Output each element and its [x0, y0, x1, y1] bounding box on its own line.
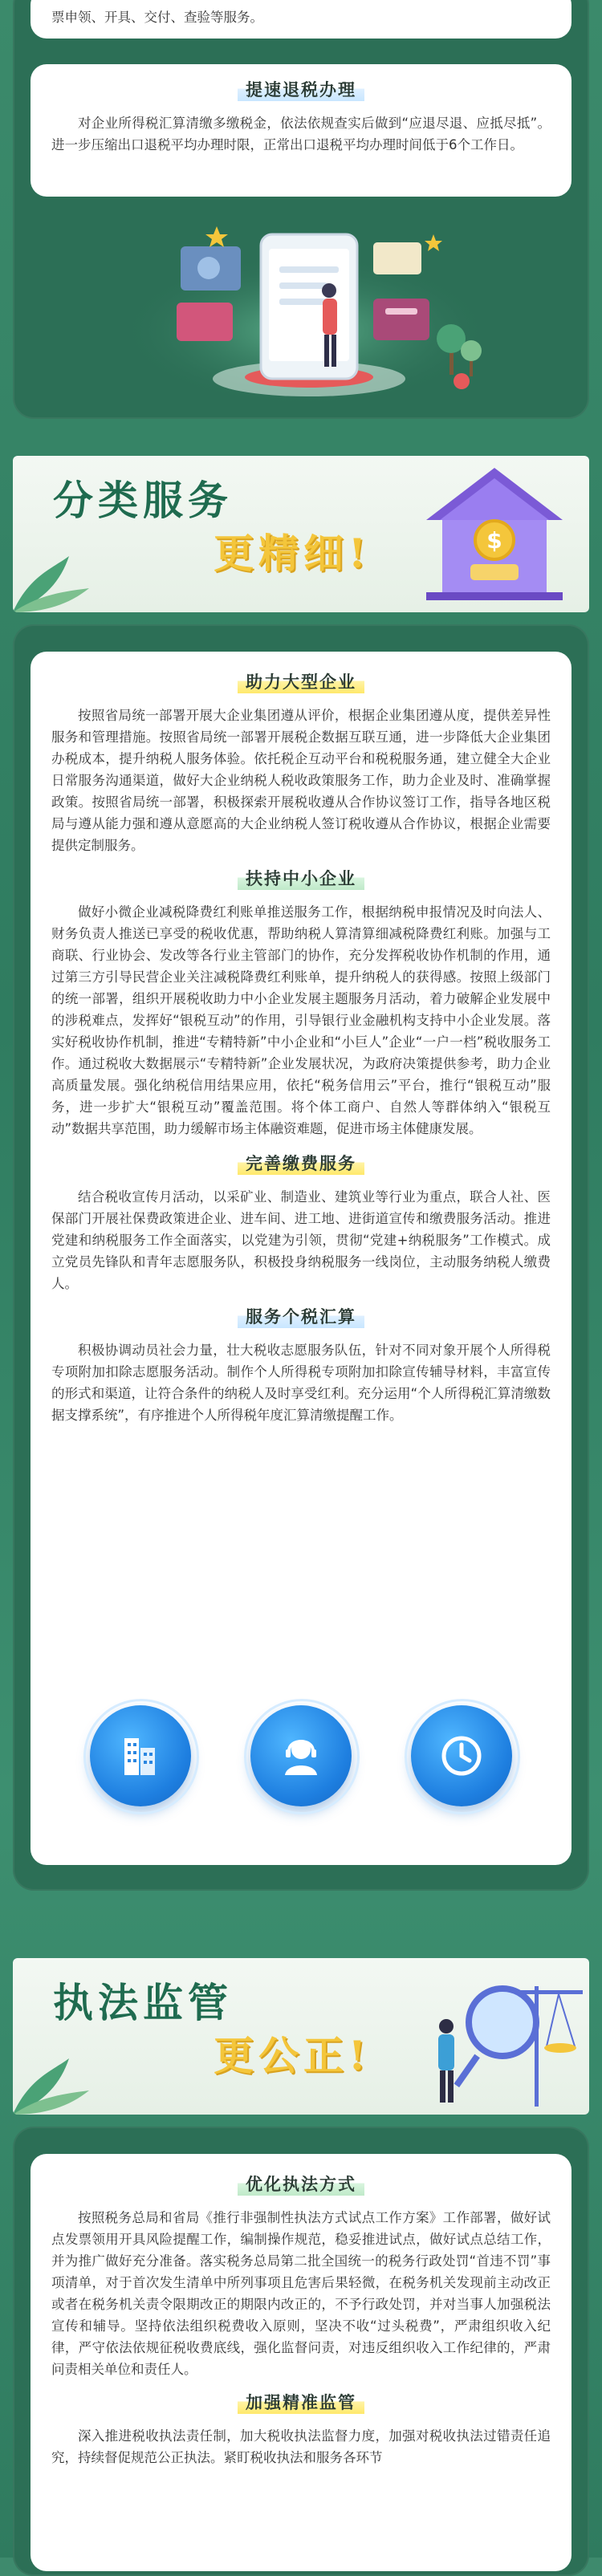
section-iit-settlement — [51, 1306, 551, 1426]
payment-service-text: 结合税收宣传月活动，以采矿业、制造业、建筑业等行业为重点，联合人社、医保部门开展社保费政策进企业、进车间、进工地、进街道宣传和缴费服务活动。推进党建和纳税服务工作全面落实，以党建为引领，贯彻“党建+纳税服务”工作模式。成立党员先锋队和青年志愿服务队，积极投身纳税服务一线岗位，主动服务纳税人缴费人。 — [51, 1189, 551, 1291]
balance-scale-icon — [414, 1958, 587, 2115]
phone-icon — [261, 234, 357, 379]
previous-card — [31, 0, 571, 39]
enforcement-banner-line2: 更公正! — [214, 2032, 371, 2079]
refund-text: 对企业所得税汇算清缴多缴税金，依法依规查实后做到“应退尽退、应抵尽抵”。进一步压缩出口退税平均办理时限，正常出口退税平均办理时间低于6个工作日。 — [51, 116, 551, 152]
precise-supervision-text: 深入推进税收执法责任制，加大税收执法监督力度，加强对税收执法过错责任追究，持续督促规范公正执法。紧盯税收执法和服务各环节 — [51, 2428, 551, 2465]
enforcement-card — [31, 2154, 571, 2571]
classify-banner-line2: 更精细! — [214, 530, 371, 577]
refund-card — [31, 64, 571, 197]
section-support-sme — [51, 867, 551, 1140]
mobile-service-illustration — [96, 210, 514, 411]
enforcement-banner-line1: 执法监管 — [53, 1979, 233, 2026]
payment-service-title: 完善缴费服务 — [51, 1152, 551, 1175]
customer-service-icon — [250, 1705, 352, 1806]
house-money-icon — [414, 464, 575, 608]
section-support-large-enterprise — [51, 671, 551, 856]
optimize-enforcement-text: 按照税务总局和省局《推行非强制性执法方式试点工作方案》工作部署，做好试点发票领用开具风险提醒工作，编制操作规范，稳妥推进试点，做好试点总结工作，并为推广做好充分准备。落实税务总局第二批全国统一的税务行政处罚“首违不罚”事项清单，对于首次发生清单中所列事项且危害后果轻微，在税务机关发现前主动改正或者在税务机关责令限期改正的期限内改正的，不予行政处罚，并对当事人加强税法宣传和辅导。坚持依法组织税费收入原则，坚决不收“过头税费”，严肃组织收入纪律，严守依法依规征税收费底线，强化监督问责，对违反组织收入工作纪律的，严肃问责相关单位和责任人。 — [51, 2210, 551, 2377]
refund-title: 提速退税办理 — [51, 79, 551, 101]
section-payment-service — [51, 1152, 551, 1294]
large-enterprise-text: 按照省局统一部署开展大企业集团遵从评价，根据企业集团遵从度，提供差异性服务和管理措施。按照省局统一部署开展税企数据互联互通，进一步降低大企业集团办税成本，提升纳税人服务体验。依托税企互动平台和税税服务通，建立健全大企业日常服务沟通渠道，做好大企业纳税人税收政策服务工作，助力企业及时、准确掌握政策。按照省局统一部署，积极探索开展税收遵从合作协议签订工作，指导各地区税局与遵从能力强和遵从意愿高的大企业纳税人签订税收遵从合作协议，根据企业需要提供定制服务。 — [51, 708, 551, 853]
section-precise-supervision — [51, 2391, 551, 2468]
building-icon — [90, 1705, 191, 1806]
leaf-decoration-icon — [13, 2054, 93, 2115]
previous-card-tail-text: 票申领、开具、交付、查验等服务。 — [51, 10, 263, 25]
section-optimize-enforcement — [51, 2173, 551, 2380]
large-enterprise-title: 助力大型企业 — [51, 671, 551, 693]
classify-banner-line1: 分类服务 — [53, 477, 233, 524]
enforcement-banner — [13, 1958, 589, 2115]
precise-supervision-title: 加强精准监管 — [51, 2391, 551, 2414]
iit-settlement-text: 积极协调动员社会力量，壮大税收志愿服务队伍，针对不同对象开展个人所得税专项附加扣除志愿服务活动。制作个人所得税专项附加扣除宣传辅导材料，丰富宣传的形式和渠道，让符合条件的纳税人及时享受红利。充分运用“个人所得税汇算清缴数据支撑系统”，有序推进个人所得税年度汇算清缴提醒工作。 — [51, 1343, 551, 1423]
sme-text: 做好小微企业减税降费红利账单推送服务工作，根据纳税申报情况及时向法人、财务负责人推送已享受的税收优惠，帮助纳税人算清算细减税降费红利账。加强与工商联、行业协会、发改等各行业主管部门的协作，充分发挥税收协作机制的作用，通过第三方引导民营企业关注减税降费红利账单，提升纳税人的获得感。按照上级部门的统一部署，组织开展税收助力中小企业发展主题服务月活动，着力破解企业发展中的涉税难点，发挥好“银税互动”的作用，引导银行业金融机构支持中小企业发展。落实好税收协作机制，推进“专精特新”中小企业和“小巨人”企业“一户一档”税收服务工作。通过税收大数据展示“专精特新”企业发展状况，为政府决策提供参考，助力企业高质量发展。强化纳税信用结果应用，依托“税务信用云”平台，推行“银税互动”服务，进一步扩大“银税互动”覆盖范围。将个体工商户、自然人等群体纳入“银税互动”数据共享范围，助力缓解市场主体融资难题，促进市场主体健康发展。 — [51, 904, 551, 1136]
clock-icon — [411, 1705, 512, 1806]
classify-service-banner — [13, 456, 589, 612]
classify-card — [31, 652, 571, 1865]
optimize-enforcement-title: 优化执法方式 — [51, 2173, 551, 2196]
iit-settlement-title: 服务个税汇算 — [51, 1306, 551, 1328]
svg-text:$: $ — [486, 527, 502, 554]
leaf-decoration-icon — [13, 552, 93, 612]
sme-title: 扶持中小企业 — [51, 867, 551, 890]
